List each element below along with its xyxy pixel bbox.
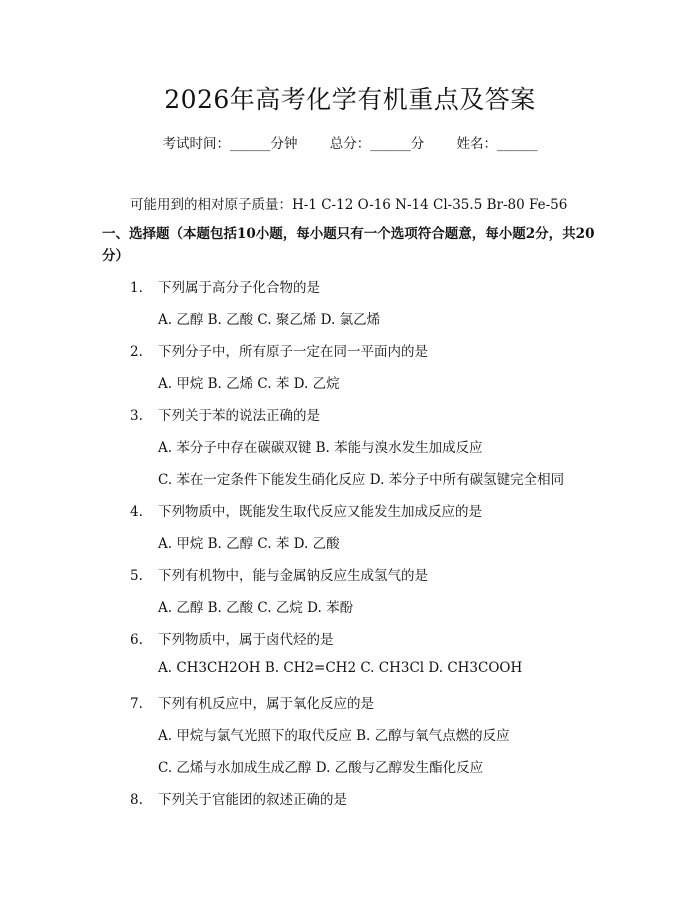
atomic-mass-note: 可能用到的相对原子质量：H-1 C-12 O-16 N-14 Cl-35.5 Br-80 Fe-56 [130,197,568,213]
question-options: A. 乙醇 B. 乙酸 C. 乙烷 D. 苯酚 [158,600,354,616]
exam-time-field: 考试时间：______分钟 [162,136,298,152]
question [130,564,428,584]
question-options: C. 苯在一定条件下能发生硝化反应 D. 苯分子中所有碳氢键完全相同 [158,472,565,488]
page-title: 2026年高考化学有机重点及答案 [164,85,536,114]
question-text: 下列关于苯的说法正确的是 [158,408,320,424]
question-text: 下列物质中，既能发生取代反应又能发生加成反应的是 [158,504,482,520]
question-number: 1. [130,280,143,296]
question-text: 下列有机反应中，属于氧化反应的是 [158,696,374,712]
question-number: 2. [130,344,143,360]
question-number: 6. [130,632,143,648]
question-options: C. 乙烯与水加成生成乙醇 D. 乙酸与乙醇发生酯化反应 [158,760,484,776]
question [130,340,428,360]
total-score-field: 总分：______分 [329,136,425,152]
question [130,692,374,712]
question-options: A. 甲烷 B. 乙醇 C. 苯 D. 乙酸 [158,536,340,552]
question [130,788,347,808]
question [130,500,482,520]
exam-info-line [0,132,700,152]
question-options: A. CH3CH2OH B. CH2=CH2 C. CH3Cl D. CH3COOH [158,660,523,676]
question-options: A. 甲烷与氯气光照下的取代反应 B. 乙醇与氧气点燃的反应 [158,728,510,744]
question-number: 4. [130,504,143,520]
question-options: A. 苯分子中存在碳碳双键 B. 苯能与溴水发生加成反应 [158,440,483,456]
question-text: 下列关于官能团的叙述正确的是 [158,792,347,808]
question-number: 5. [130,568,143,584]
section-heading: 一、选择题（本题包括10小题，每小题只有一个选项符合题意，每小题2分，共20分） [102,226,595,264]
question-number: 3. [130,408,143,424]
question-number: 8. [130,792,143,808]
question [130,628,334,648]
name-field: 姓名：______ [456,136,538,152]
question-options: A. 乙醇 B. 乙酸 C. 聚乙烯 D. 氯乙烯 [158,312,381,328]
question-text: 下列属于高分子化合物的是 [158,280,320,296]
question [130,404,320,424]
question-text: 下列有机物中，能与金属钠反应生成氢气的是 [158,568,428,584]
question-text: 下列分子中，所有原子一定在同一平面内的是 [158,344,428,360]
question [130,276,320,296]
question-number: 7. [130,696,143,712]
question-options: A. 甲烷 B. 乙烯 C. 苯 D. 乙烷 [158,376,340,392]
question-text: 下列物质中，属于卤代烃的是 [158,632,334,648]
